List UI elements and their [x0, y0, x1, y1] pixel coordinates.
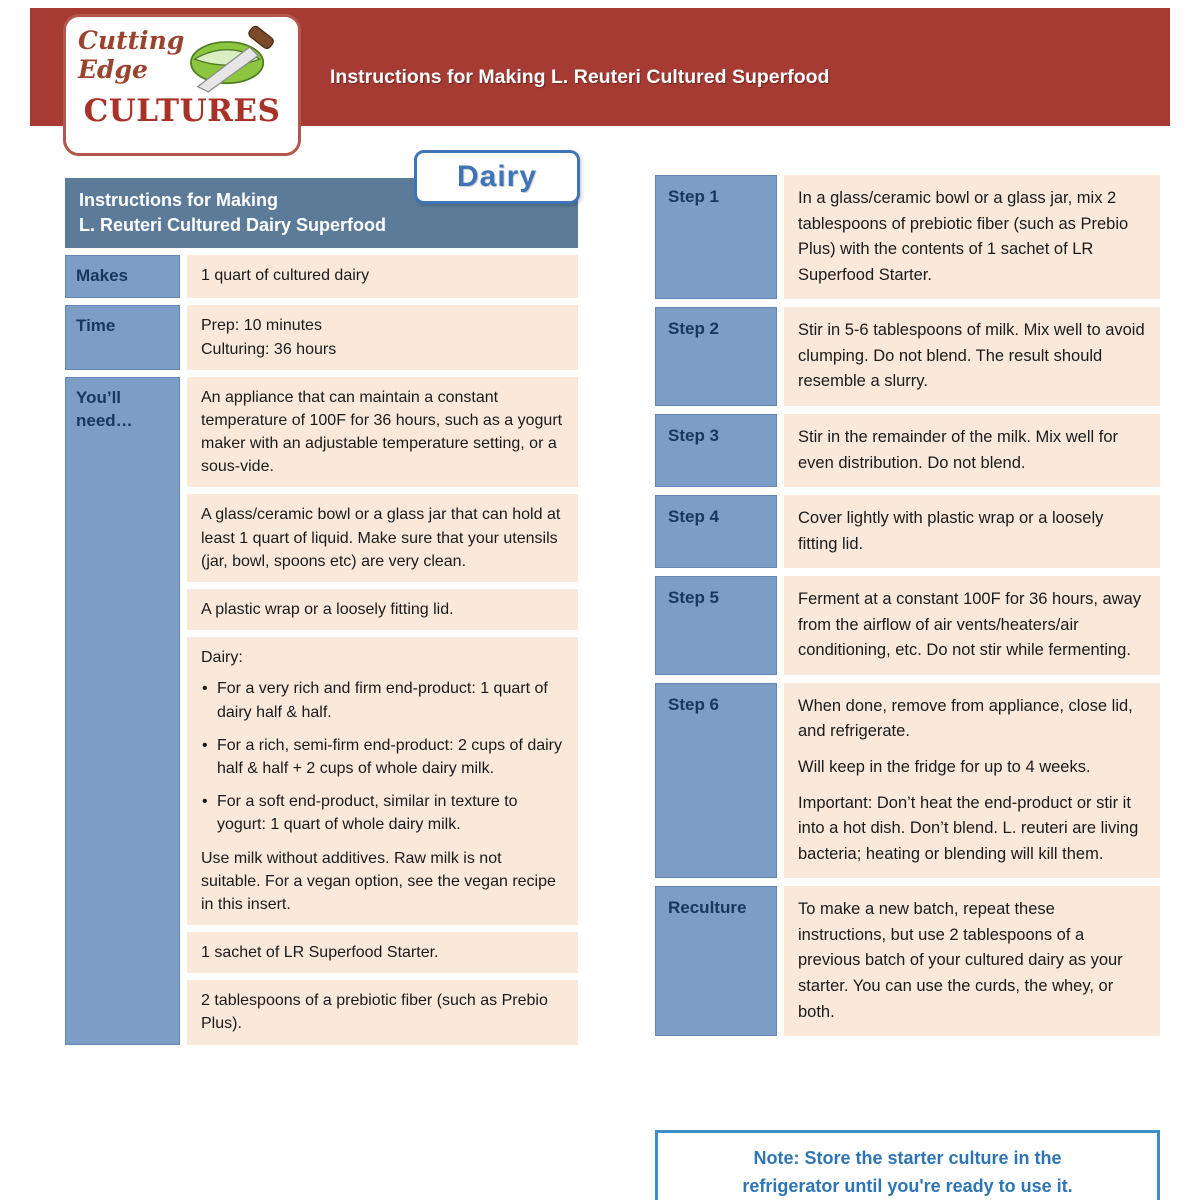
step-4-label: Step 4: [655, 495, 777, 568]
left-table-header-line2: L. Reuteri Cultured Dairy Superfood: [79, 215, 387, 236]
logo-top-row: [78, 23, 286, 97]
youll-need-cells: [187, 377, 578, 1045]
recipe-info-table: [65, 178, 578, 1052]
dairy-option-soft: • For a soft end-product, similar in texture to yogurt: 1 quart of whole dairy milk.: [201, 790, 564, 836]
note-text: Note: Store the starter culture in the refrigerator until you're ready to use it.: [742, 1148, 1073, 1196]
reculture-row: [655, 886, 1160, 1036]
step-6-text: [784, 683, 1160, 878]
logo-words: [78, 23, 185, 85]
step-6-label: Step 6: [655, 683, 777, 878]
youll-need-label: You’ll need…: [65, 377, 180, 1045]
step-5-text: Ferment at a constant 100F for 36 hours, away from the airflow of air vents/heaters/air conditioning, etc. Do not stir while fermenting.: [784, 576, 1160, 675]
step-2-text: Stir in 5-6 tablespoons of milk. Mix well to avoid clumping. Do not blend. The result should resemble a slurry.: [784, 307, 1160, 406]
steps-table: [655, 175, 1160, 1044]
note-box: [655, 1130, 1160, 1200]
dairy-tab-badge: Dairy: [414, 150, 580, 204]
left-table-header-line1: Instructions for Making: [79, 190, 279, 210]
step-1-label: Step 1: [655, 175, 777, 299]
step-row-4: [655, 495, 1160, 568]
makes-value: 1 quart of cultured dairy: [187, 255, 578, 298]
dairy-milk-note: Use milk without additives. Raw milk is not suitable. For a vegan option, see the vegan recipe in this insert.: [201, 849, 556, 913]
logo-word-cultures: CULTURES: [83, 93, 281, 129]
step-3-label: Step 3: [655, 414, 777, 487]
step-6-paragraph-3: Important: Don’t heat the end-product or stir it into a hot dish. Don’t blend. L. reuteri are living bacteria; heating or blending will kill them.: [798, 793, 1139, 863]
step-4-text: Cover lightly with plastic wrap or a loosely fitting lid.: [784, 495, 1160, 568]
need-item-wrap: A plastic wrap or a loosely fitting lid.: [187, 589, 578, 630]
time-value: [187, 305, 578, 369]
makes-row: [65, 255, 578, 298]
step-3-text: Stir in the remainder of the milk. Mix well for even distribution. Do not blend.: [784, 414, 1160, 487]
need-item-appliance: An appliance that can maintain a constant temperature of 100F for 36 hours, such as a yogurt maker with an adjustable temperature setting, or a sous-vide.: [187, 377, 578, 488]
need-item-bowl: A glass/ceramic bowl or a glass jar that can hold at least 1 quart of liquid. Make sure that your utensils (jar, bowl, spoons etc) are very clean.: [187, 494, 578, 582]
step-row-6: [655, 683, 1160, 878]
step-row-3: [655, 414, 1160, 487]
page-title: Instructions for Making L. Reuteri Cultured Superfood: [330, 66, 830, 88]
logo-word-cutting: Cutting: [78, 26, 185, 55]
dairy-option-semi-firm: • For a rich, semi-firm end-product: 2 cups of dairy half & half + 2 cups of whole dairy milk.: [201, 734, 564, 780]
step-1-text: In a glass/ceramic bowl or a glass jar, mix 2 tablespoons of prebiotic fiber (such as Prebio Plus) with the contents of 1 sachet of LR Superfood Starter.: [784, 175, 1160, 299]
reculture-text: To make a new batch, repeat these instructions, but use 2 tablespoons of a previous batch of your cultured dairy as your starter. You can use the curds, the whey, or both.: [784, 886, 1160, 1036]
dairy-intro: Dairy:: [201, 649, 243, 667]
time-label: Time: [65, 305, 180, 369]
step-6-paragraph-2: Will keep in the fridge for up to 4 weeks.: [798, 758, 1091, 776]
need-item-dairy: [187, 637, 578, 925]
youll-need-row: [65, 377, 578, 1045]
brand-logo: [63, 14, 301, 156]
bowl-and-knife-icon: [182, 23, 286, 97]
reculture-label: Reculture: [655, 886, 777, 1036]
need-item-fiber: 2 tablespoons of a prebiotic fiber (such as Prebio Plus).: [187, 980, 578, 1044]
need-item-starter: 1 sachet of LR Superfood Starter.: [187, 932, 578, 973]
step-row-5: [655, 576, 1160, 675]
time-prep: Prep: 10 minutes: [201, 317, 322, 335]
time-culturing: Culturing: 36 hours: [201, 340, 337, 358]
step-row-1: [655, 175, 1160, 299]
step-6-paragraph-1: When done, remove from appliance, close lid, and refrigerate.: [798, 696, 1133, 741]
step-5-label: Step 5: [655, 576, 777, 675]
time-row: [65, 305, 578, 369]
logo-word-edge: Edge: [78, 54, 148, 84]
makes-label: Makes: [65, 255, 180, 298]
dairy-option-rich-firm: • For a very rich and firm end-product: 1 quart of dairy half & half.: [201, 677, 564, 723]
step-row-2: [655, 307, 1160, 406]
step-2-label: Step 2: [655, 307, 777, 406]
